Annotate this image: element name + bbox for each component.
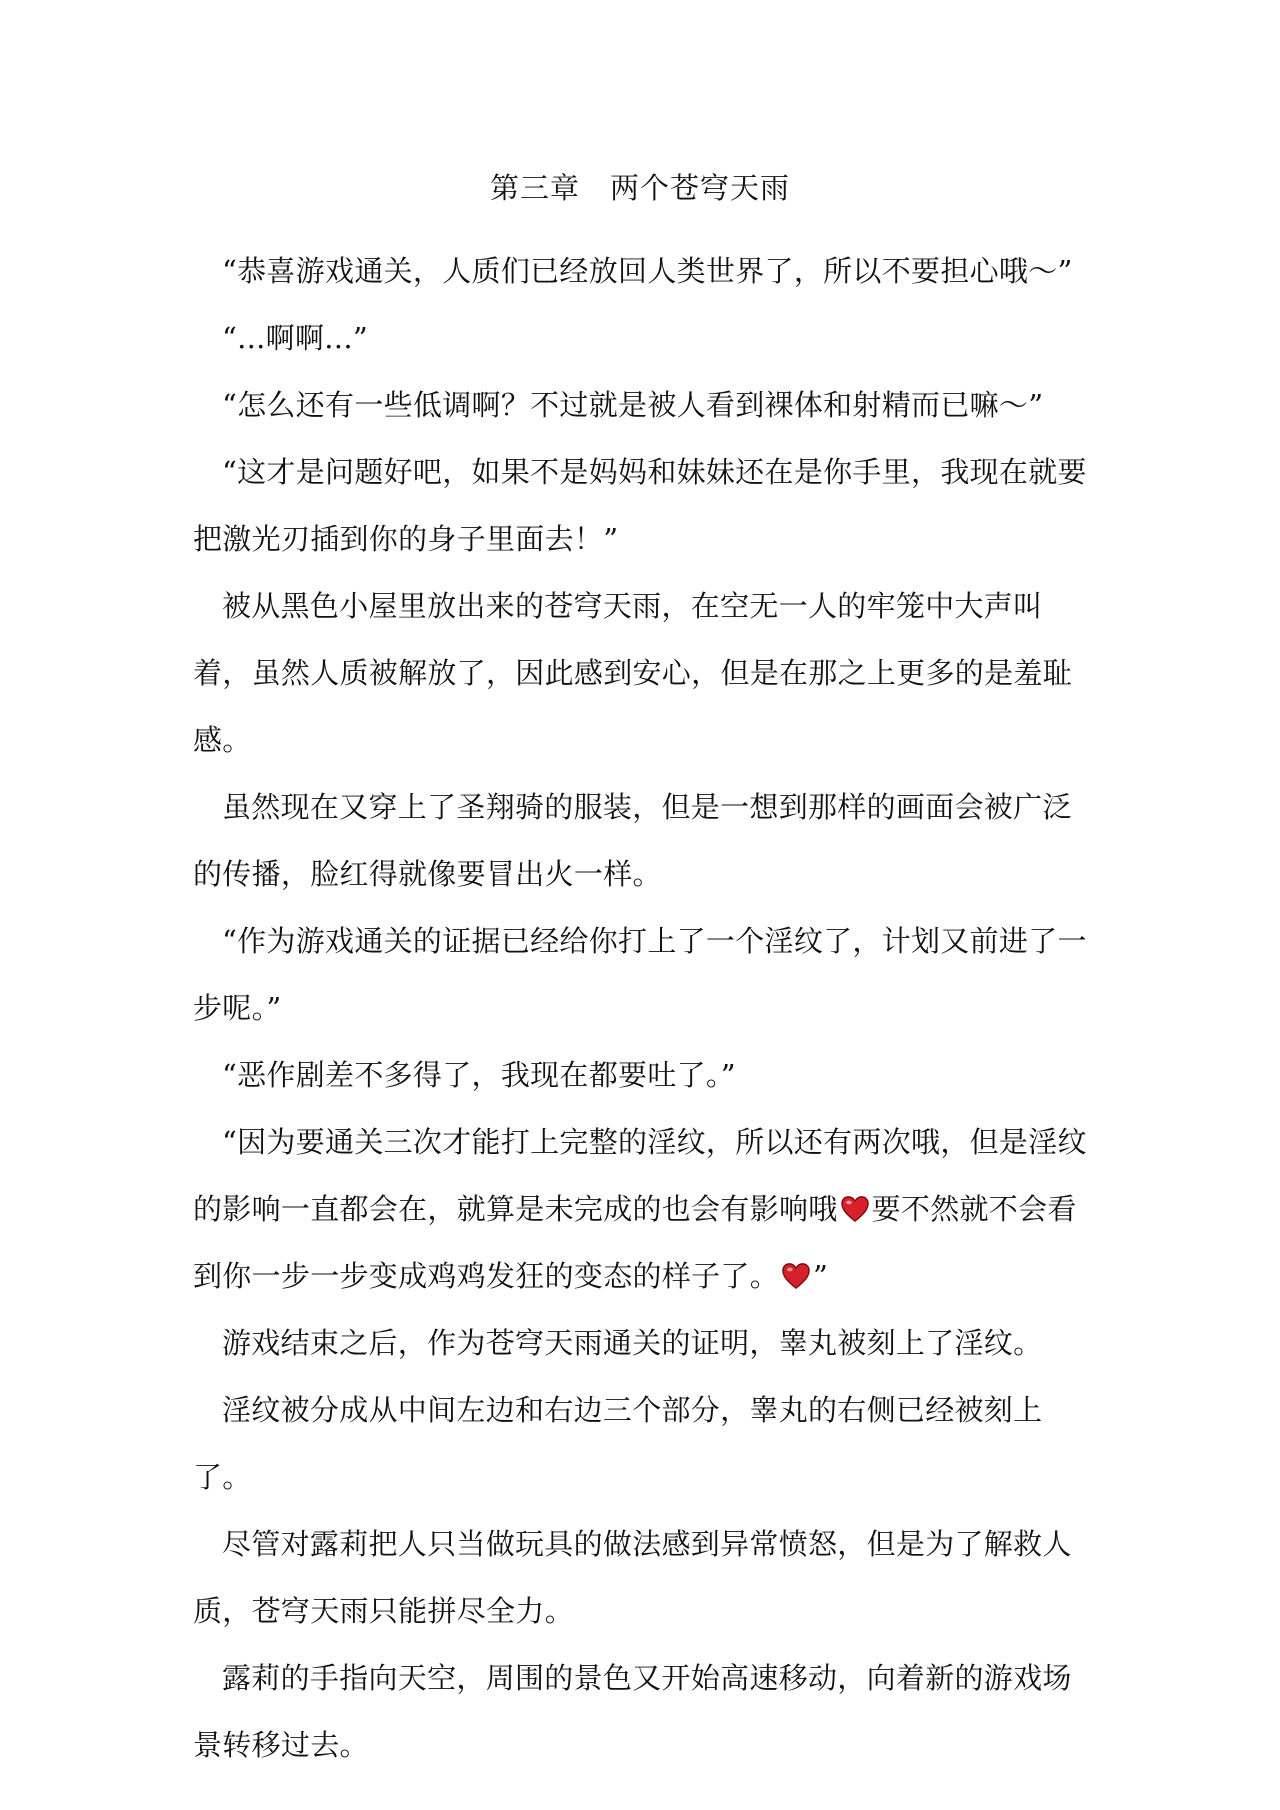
paragraph: 被从黑色小屋里放出来的苍穹天雨，在空无一人的牢笼中大声叫着，虽然人质被解放了，因此感到安心，但是在那之上更多的是羞耻感。 [193,589,1073,757]
paragraph: “怎么还有一些低调啊？不过就是被人看到裸体和射精而已嘛～” [222,388,1044,422]
paragraph: “这才是问题好吧，如果不是妈妈和妹妹还在是你手里，我现在就要把激光刃插到你的身子里面去！” [193,455,1087,556]
paragraph: 虽然现在又穿上了圣翔骑的服装，但是一想到那样的画面会被广泛的传播，脸红得就像要冒出火一样。 [193,790,1072,891]
paragraph: “...啊啊...” [222,321,368,355]
paragraph-text: “因为要通关三次才能打上完整的淫纹，所以还有两次哦，但是淫纹的影响一直都会在，就算是未完成的也会有影响哦 [193,1125,1087,1226]
paragraph: 游戏结束之后，作为苍穹天雨通关的证明，睾丸被刻上了淫纹。 [222,1326,1043,1360]
heart-icon [781,1262,811,1290]
paragraph: “恶作剧差不多得了，我现在都要吐了。” [222,1058,736,1092]
document-body [193,238,1093,1779]
paragraph: 淫纹被分成从中间左边和右边三个部分，睾丸的右侧已经被刻上了。 [193,1393,1043,1494]
chapter-title: 第三章 两个苍穹天雨 [489,171,790,205]
paragraph-with-hearts [193,1109,1093,1310]
paragraph: 露莉的手指向天空，周围的景色又开始高速移动，向着新的游戏场景转移过去。 [193,1661,1072,1762]
paragraph: “恭喜游戏通关，人质们已经放回人类世界了，所以不要担心哦～” [222,254,1073,288]
heart-icon [840,1195,870,1223]
paragraph: “作为游戏通关的证据已经给你打上了一个淫纹了，计划又前进了一步呢。” [193,924,1087,1025]
paragraph-text: 要不然就不会看到你一步一步变成鸡鸡发狂的变态的样子了。 [193,1192,1077,1293]
paragraph: 尽管对露莉把人只当做玩具的做法感到异常愤怒，但是为了解救人质，苍穹天雨只能拼尽全力。 [193,1527,1072,1628]
paragraph-text: ” [813,1259,829,1293]
